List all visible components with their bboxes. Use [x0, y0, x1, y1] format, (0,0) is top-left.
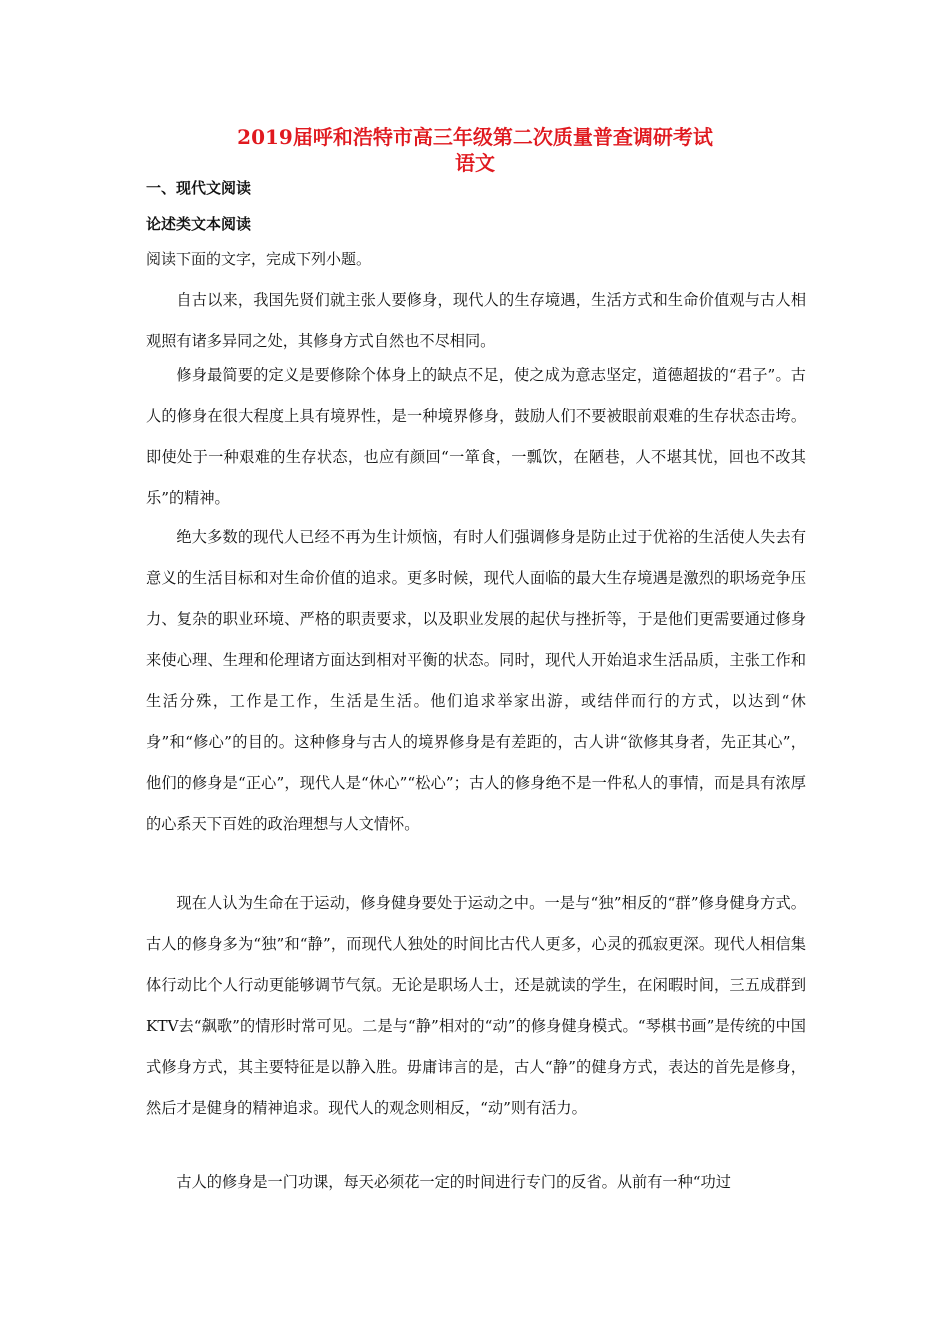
paragraph: 绝大多数的现代人已经不再为生计烦恼，有时人们强调修身是防止过于优裕的生活使人失去有意义的生活目标和对生命价值的追求。更多时候，现代人面临的最大生存境遇是激烈的职场竞争压力、复杂的职业环境、严格的职责要求，以及职业发展的起伏与挫折等，于是他们更需要通过修身来使心理、生理和伦理诸方面达到相对平衡的状态。同时，现代人开始追求生活品质，主张工作和生活分殊，工作是工作，生活是生活。他们追求举家出游，或结伴而行的方式，以达到“休身”和“修心”的目的。这种修身与古人的境界修身是有差距的，古人讲“欲修其身者，先正其心”，他们的修身是“正心”，现代人是“休心”“松心”；古人的修身绝不是一件私人的事情，而是具有浓厚的心系天下百姓的政治理想与人文情怀。	[146, 528, 806, 833]
paragraph: 古人的修身是一门功课，每天必须花一定的时间进行专门的反省。从前有一种“功过	[176, 1173, 731, 1191]
document-subtitle: 语文	[455, 151, 495, 175]
paragraph: 修身最简要的定义是要修除个体身上的缺点不足，使之成为意志坚定，道德超拔的“君子”。古人的修身在很大程度上具有境界性，是一种境界修身，鼓励人们不要被眼前艰难的生存状态击垮。即使处于一种艰难的生存状态，也应有颜回“一箪食，一瓢饮，在陋巷，人不堪其忧，回也不改其乐”的精神。	[146, 366, 806, 507]
paragraph: 自古以来，我国先贤们就主张人要修身，现代人的生存境遇，生活方式和生命价值观与古人相观照有诸多异同之处，其修身方式自然也不尽相同。	[146, 291, 806, 350]
document-title: 2019届呼和浩特市高三年级第二次质量普查调研考试	[237, 125, 713, 149]
subsection-heading: 论述类文本阅读	[146, 215, 252, 233]
instruction-text: 阅读下面的文字，完成下列小题。	[146, 250, 372, 268]
paragraph: 现在人认为生命在于运动，修身健身要处于运动之中。一是与“独”相反的“群”修身健身方式。古人的修身多为“独”和“静”，而现代人独处的时间比古代人更多，心灵的孤寂更深。现代人相信集体行动比个人行动更能够调节气氛。无论是职场人士，还是就读的学生，在闲暇时间，三五成群到KTV去“飙歌”的情形时常可见。二是与“静”相对的“动”的修身健身模式。“琴棋书画”是传统的中国式修身方式，其主要特征是以静入胜。毋庸讳言的是，古人“静”的健身方式，表达的首先是修身，然后才是健身的精神追求。现代人的观念则相反，“动”则有活力。	[146, 894, 806, 1117]
section-heading: 一、现代文阅读	[146, 179, 252, 197]
